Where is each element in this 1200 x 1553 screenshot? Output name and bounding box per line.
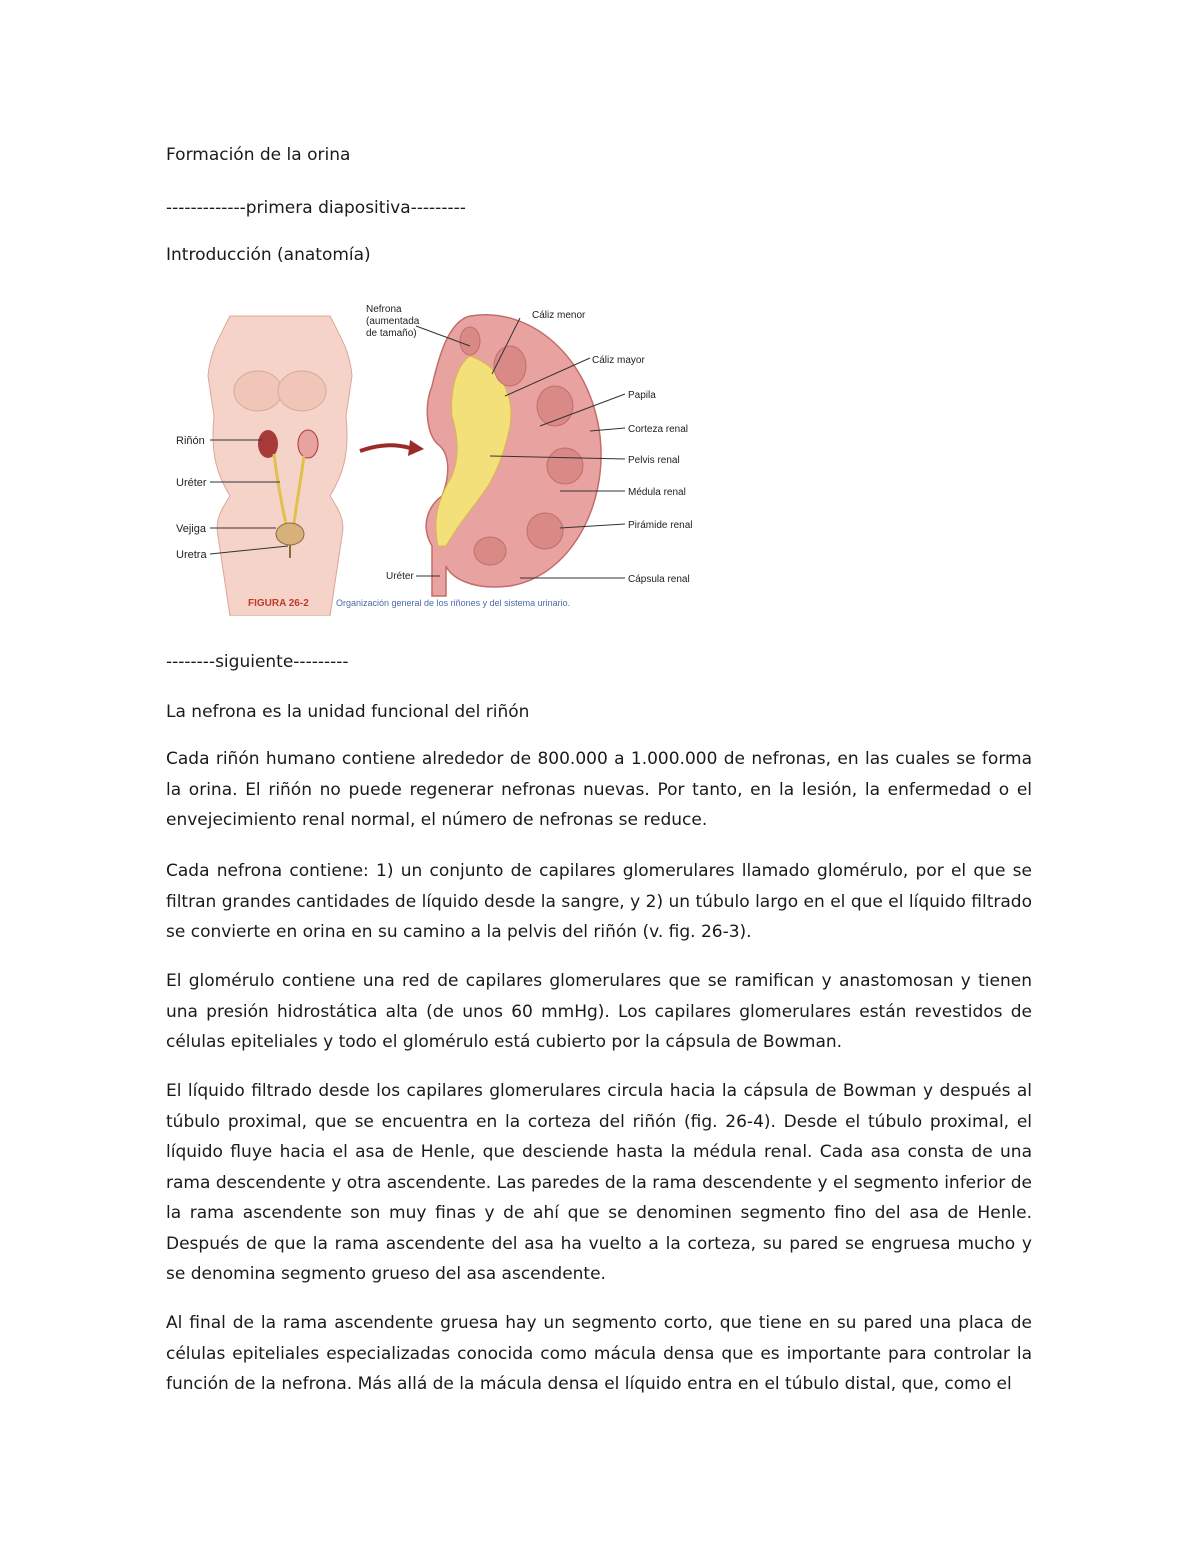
- label-papila: Papila: [628, 390, 656, 401]
- urinary-system-illustration: [170, 296, 730, 616]
- paragraph-liquido-filtrado: El líquido filtrado desde los capilares glomerulares circula hacia la cápsula de Bowman y después al túbulo proximal, que se encuentra en la corteza del riñón (fig. 26-4). Desde el túbulo proximal, el líquido fluye hacia el asa de Henle, que desciende hasta la médula renal. Cada asa consta de una rama descendente y otra ascendente. Las paredes de la rama descendente y el segmento inferior de la rama ascendente son muy finas y de ahí que se denominen segmento fino del asa de Henle. Después de que la rama ascendente del asa ha vuelto a la corteza, su pared se engruesa mucho y se denomina segmento grueso del asa ascendente.: [166, 1081, 1032, 1284]
- arrow-icon: [360, 445, 410, 451]
- figure-caption-text: Organización general de los riñones y del sistema urinario.: [336, 598, 571, 608]
- paragraph-nefronas-cantidad: Cada riñón humano contiene alrededor de 800.000 a 1.000.000 de nefronas, en las cuales se forma la orina. El riñón no puede regenerar nefronas nuevas. Por tanto, en la lesión, la enfermedad o el envejecimiento renal normal, el número de nefronas se reduce.: [166, 749, 1032, 830]
- label-vejiga: Vejiga: [176, 523, 206, 535]
- label-piramide: Pirámide renal: [628, 520, 693, 531]
- kidney-cross-section: [426, 315, 601, 596]
- label-nefrona: Nefrona: [366, 304, 402, 315]
- label-ureter-body: Uréter: [176, 477, 207, 489]
- label-capsula: Cápsula renal: [628, 574, 690, 585]
- paragraph-glomerulo: El glomérulo contiene una red de capilares glomerulares que se ramifican y anastomosan y tienen una presión hidrostática alta (de unos 60 mmHg). Los capilares glomerulares están revestidos de células epiteliales y todo el glomérulo está cubierto por la cápsula de Bowman.: [166, 971, 1032, 1052]
- label-uretra: Uretra: [176, 549, 207, 561]
- paragraph-nefrona-contenido: Cada nefrona contiene: 1) un conjunto de capilares glomerulares llamado glomérulo, por el que se filtran grandes cantidades de líquido desde la sangre, y 2) un túbulo largo en el que el líquido filtrado se convierte en orina en su camino a la pelvis del riñón (v. fig. 26-3).: [166, 861, 1032, 942]
- slide-divider-primera: -------------primera diapositiva---------: [166, 198, 466, 218]
- torso-illustration: [208, 316, 352, 616]
- label-pelvis: Pelvis renal: [628, 455, 680, 466]
- label-corteza: Corteza renal: [628, 424, 689, 435]
- paragraph-nefrona-unidad: La nefrona es la unidad funcional del riñón: [166, 702, 530, 722]
- label-medula: Médula renal: [628, 487, 686, 498]
- slide-divider-siguiente: --------siguiente---------: [166, 652, 349, 672]
- label-nefrona-2: (aumentada: [366, 316, 420, 327]
- label-rinon: Riñón: [176, 435, 205, 447]
- section-heading-introduccion: Introducción (anatomía): [166, 245, 371, 265]
- label-caliz-menor: Cáliz menor: [532, 310, 586, 321]
- label-ureter-kidney: Uréter: [386, 571, 414, 582]
- figure-caption-label: FIGURA 26-2: [248, 598, 309, 609]
- label-nefrona-3: de tamaño): [366, 328, 417, 339]
- figure-urinary-system: [170, 296, 730, 616]
- label-caliz-mayor: Cáliz mayor: [592, 355, 645, 366]
- document-title: Formación de la orina: [166, 145, 351, 165]
- paragraph-macula-densa: Al final de la rama ascendente gruesa hay un segmento corto, que tiene en su pared una placa de células epiteliales especializadas conocida como mácula densa que es importante para controlar la función de la nefrona. Más allá de la mácula densa el líquido entra en el túbulo distal, que, como el: [166, 1313, 1032, 1394]
